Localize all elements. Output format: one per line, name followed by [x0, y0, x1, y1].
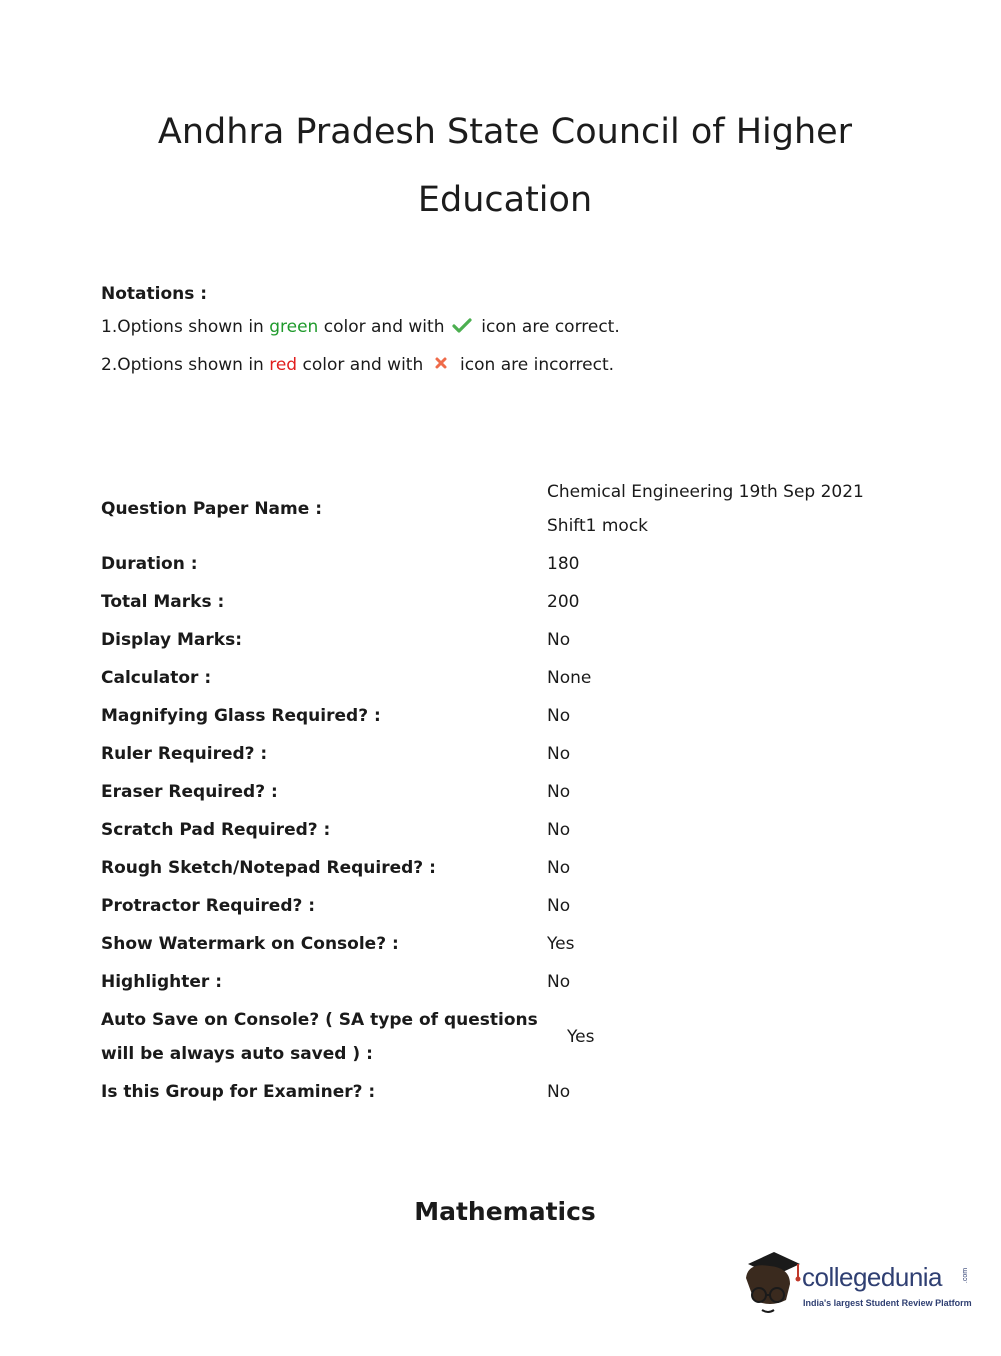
info-label: Eraser Required? : [101, 782, 278, 802]
info-value: None [547, 668, 592, 688]
info-value: 200 [547, 592, 580, 612]
info-value: No [547, 896, 571, 916]
notation-correct-prefix: 1.Options shown in [101, 317, 270, 337]
info-label: Scratch Pad Required? : [101, 820, 331, 840]
notation-correct-suffix: icon are correct. [475, 317, 620, 337]
notation-correct-middle: color and with [318, 317, 450, 337]
notation-incorrect-prefix: 2.Options shown in [101, 355, 270, 375]
info-row [101, 583, 901, 621]
section-title: Mathematics [414, 1197, 596, 1226]
info-row [101, 659, 901, 697]
info-label: Highlighter : [101, 972, 223, 992]
info-value: No [547, 858, 571, 878]
info-value: No [547, 782, 571, 802]
page-title [150, 98, 860, 234]
info-value: Chemical Engineering 19th Sep 2021 Shift1 mock [547, 482, 864, 536]
info-label: Calculator : [101, 668, 212, 688]
info-row [101, 925, 901, 963]
logo-tagline: India's largest Student Review Platform [803, 1298, 972, 1308]
info-value: No [547, 630, 571, 650]
info-label: Auto Save on Console? ( SA type of questions will be always auto saved ) : [101, 1010, 538, 1064]
info-value: No [547, 744, 571, 764]
notation-correct [101, 308, 620, 346]
info-label: Display Marks: [101, 630, 242, 650]
info-label: Show Watermark on Console? : [101, 934, 399, 954]
info-row [101, 735, 901, 773]
notation-incorrect [101, 346, 620, 384]
info-row [101, 1073, 901, 1111]
info-label: Protractor Required? : [101, 896, 316, 916]
info-label: Total Marks : [101, 592, 225, 612]
info-label: Rough Sketch/Notepad Required? : [101, 858, 436, 878]
info-label: Magnifying Glass Required? : [101, 706, 381, 726]
logo-brand: collegedunia [802, 1262, 943, 1292]
green-word: green [269, 317, 319, 337]
info-row [101, 1001, 901, 1073]
mascot-icon [740, 1248, 802, 1320]
red-word: red [269, 355, 298, 375]
logo-suffix: .com [962, 1267, 970, 1284]
info-value: No [547, 706, 571, 726]
info-row [101, 697, 901, 735]
info-label: Ruler Required? : [101, 744, 268, 764]
info-row [101, 473, 901, 545]
info-label: Question Paper Name : [101, 499, 322, 519]
info-label: Is this Group for Examiner? : [101, 1082, 376, 1102]
notations-heading: Notations : [101, 284, 208, 304]
notation-incorrect-middle: color and with [297, 355, 429, 375]
paper-info-table [101, 473, 901, 1111]
info-row [101, 811, 901, 849]
info-label: Duration : [101, 554, 198, 574]
info-row [101, 963, 901, 1001]
info-row [101, 887, 901, 925]
info-value: Yes [547, 934, 575, 954]
info-row [101, 621, 901, 659]
notation-incorrect-suffix: icon are incorrect. [454, 355, 615, 375]
info-row [101, 545, 901, 583]
info-row [101, 773, 901, 811]
info-value: No [547, 820, 571, 840]
notations-block [101, 280, 620, 384]
info-value: 180 [547, 554, 580, 574]
title-line-1: Andhra Pradesh State Council of Higher [157, 112, 853, 152]
check-icon [452, 318, 472, 334]
info-value: Yes [567, 1027, 595, 1047]
collegedunia-logo [740, 1248, 970, 1320]
cross-icon [431, 356, 451, 372]
info-row [101, 849, 901, 887]
info-value: No [547, 1082, 571, 1102]
info-value: No [547, 972, 571, 992]
title-line-2: Education [417, 180, 593, 220]
